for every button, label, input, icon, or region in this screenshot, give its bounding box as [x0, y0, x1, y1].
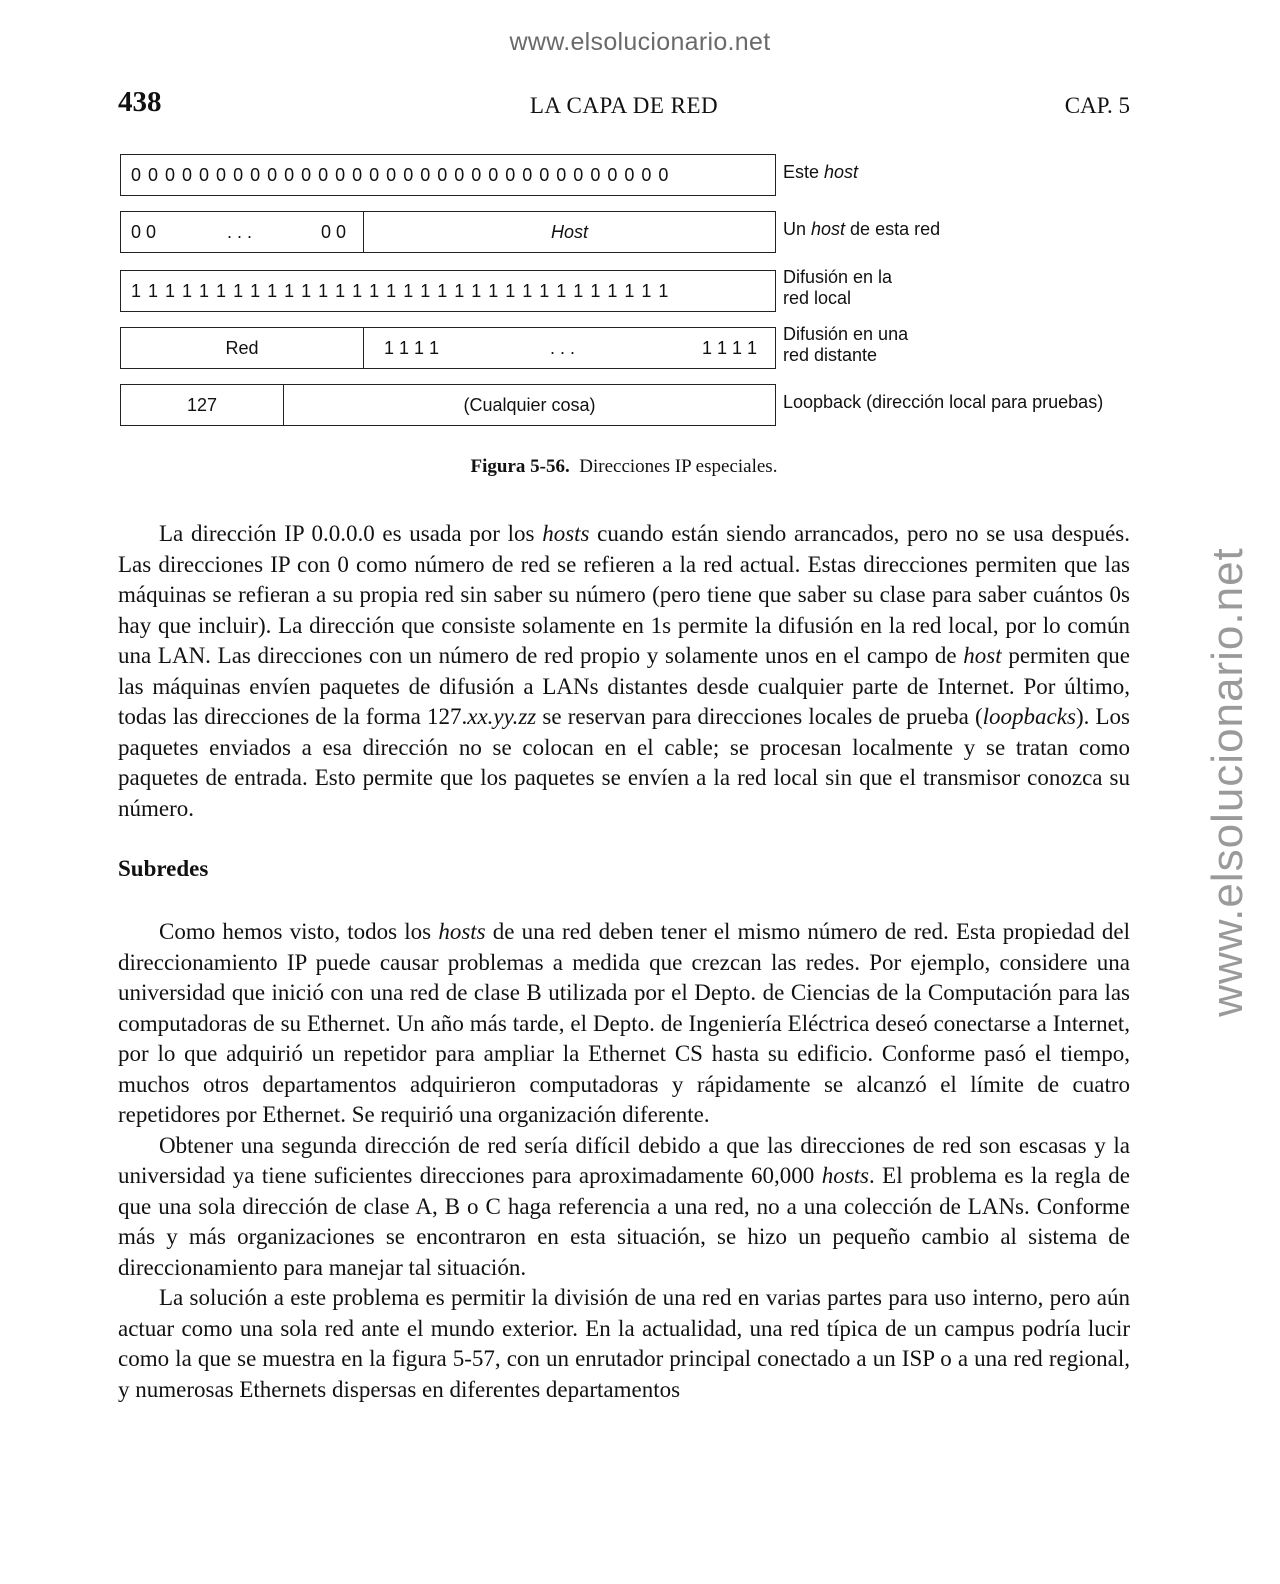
address-row-local-broadcast — [120, 270, 776, 312]
text-run: cuando están siendo arrancados, pero no se usa después. Las direcciones IP con 0 como número de red se refieren a la red actual. Estas direcciones permiten que las máquinas se refieran a su propia red sin saber su número (pero tiene que saber su clase para saber cuántos 0s hay que incluir). La dirección que consiste solamente en 1s permite la difusión en la red local, por lo común una LAN. Las direcciones con un número de red propio y solamente unos en el campo de — [118, 521, 1130, 668]
address-row-host-on-this-net — [120, 211, 776, 253]
chapter-title: LA CAPA DE RED — [529, 93, 719, 118]
caption-number: Figura 5-56. — [470, 456, 570, 477]
ellipsis: . . . — [227, 221, 253, 242]
bits-all-zeros: 0 0 0 0 0 0 0 0 0 0 0 0 0 0 0 0 0 0 0 0 0 0 0 0 0 0 0 0 0 0 0 0 — [131, 164, 669, 185]
text-run: se reservan para direcciones locales de prueba ( — [536, 704, 983, 729]
label-italic: host — [811, 219, 846, 239]
label-text: Este — [783, 162, 825, 182]
text-run: permiten que las máquinas envíen paquetes de difusión a LANs distantes desde cualquier parte de Internet. Por último, todas las direcciones de la forma 127. — [118, 643, 1130, 729]
host-field: Host — [363, 212, 775, 252]
section-body-subnets — [118, 917, 1130, 1405]
paragraph: La solución a este problema es permitir la división de una red en varias partes para uso interno, pero aún actuar como una sola red ante el mundo exterior. En la actualidad, una red típica de un campus podría lucir como la que se muestra en la figura 5-57, con un enrutador principal conectado a un ISP o a una red regional, y numerosas Ethernets dispersas en diferentes departamentos — [118, 1285, 1130, 1402]
paragraph-special-addresses — [118, 519, 1130, 824]
label-text: Un — [783, 219, 812, 239]
ones-end: 1 1 1 1 — [701, 337, 757, 358]
watermark-side: www.elsolucionario.net — [1203, 547, 1252, 1017]
paragraph — [118, 1131, 1130, 1284]
italic-run: xx.yy.zz — [467, 704, 537, 729]
label-italic: host — [824, 162, 859, 182]
zeros-end: 0 0 — [321, 221, 347, 242]
bits-all-ones: 1 1 1 1 1 1 1 1 1 1 1 1 1 1 1 1 1 1 1 1 1 1 1 1 1 1 1 1 1 1 1 1 — [131, 280, 669, 301]
network-field: Red — [225, 337, 259, 358]
paragraph — [118, 917, 1130, 1131]
label-line-1: Difusión en una — [783, 324, 909, 344]
italic-run: host — [963, 643, 1002, 668]
ones-start: 1 1 1 1 — [384, 337, 440, 358]
watermark-top: www.elsolucionario.net — [509, 28, 771, 56]
figure-caption — [0, 456, 1248, 478]
italic-run: hosts — [438, 919, 486, 944]
text-run: de una red deben tener el mismo número de red. Esta propiedad del direccionamiento IP puede causar problemas a medida que crezcan las redes. Por ejemplo, considere una universidad que inició con una red de clase B utilizada por el Depto. de Ciencias de la Computación para las computadoras de su Ethernet. Un año más tarde, el Depto. de Ingeniería Eléctrica deseó conectarse a Internet, por lo que adquirió un repetidor para ampliar la Ethernet CS hasta su edificio. Conforme pasó el tiempo, muchos otros departamentos adquirieron computadoras y rápidamente se alcanzó el límite de cuatro repetidores por Ethernet. Se requirió una organización diferente. — [118, 919, 1130, 1127]
section-heading-subnets: Subredes — [118, 856, 209, 881]
text-run: ). Los paquetes enviados a esa dirección no se colocan en el cable; se procesan localmente y se tratan como paquetes de entrada. Esto permite que los paquetes se envíen a la red local sin que el transmisor conozca su número. — [118, 704, 1131, 821]
label-distant-broadcast — [783, 324, 908, 366]
text-run: La dirección IP 0.0.0.0 es usada por los — [159, 521, 543, 546]
host-ones-field — [363, 328, 775, 368]
running-head — [118, 86, 1130, 126]
caption-text: Direcciones IP especiales. — [579, 456, 778, 477]
label-text-after: de esta red — [845, 219, 941, 239]
page-number: 438 — [118, 86, 162, 118]
label-loopback: Loopback (dirección local para pruebas) — [783, 392, 1104, 412]
italic-run: hosts — [542, 521, 590, 546]
label-line-1: Difusión en la — [783, 267, 893, 287]
zeros-start: 0 0 — [131, 221, 157, 242]
text-run: . El problema es la regla de que una sola dirección de clase A, B o C haga referencia a una red, no a una colección de LANs. Conforme más y más organizaciones se encontraron en esta situación, se hizo un pequeño cambio al sistema de direccionamiento para manejar tal situación. — [118, 1163, 1130, 1280]
text-run: Obtener una segunda dirección de red sería difícil debido a que las direcciones de red son escasas y la universidad ya tiene suficientes direcciones para aproximadamente 60,000 — [118, 1132, 1130, 1188]
anything-field: (Cualquier cosa) — [283, 385, 775, 425]
label-this-host — [783, 162, 858, 183]
label-host-on-this-net — [783, 219, 940, 240]
address-row-distant-broadcast — [120, 327, 776, 369]
label-local-broadcast — [783, 267, 892, 309]
italic-run: loopbacks — [982, 704, 1076, 729]
address-row-loopback — [120, 384, 776, 426]
ellipsis: . . . — [550, 337, 576, 358]
chapter-ref: CAP. 5 — [1064, 93, 1130, 118]
loopback-prefix-field: 127 — [186, 394, 218, 415]
label-line-2: red local — [783, 288, 852, 308]
text-run: Como hemos visto, todos los — [159, 919, 439, 944]
figure-special-ip-addresses — [120, 154, 1140, 434]
network-zeros-field — [121, 212, 363, 252]
address-row-this-host — [120, 154, 776, 196]
label-line-2: red distante — [783, 345, 878, 365]
italic-run: hosts — [821, 1163, 870, 1188]
